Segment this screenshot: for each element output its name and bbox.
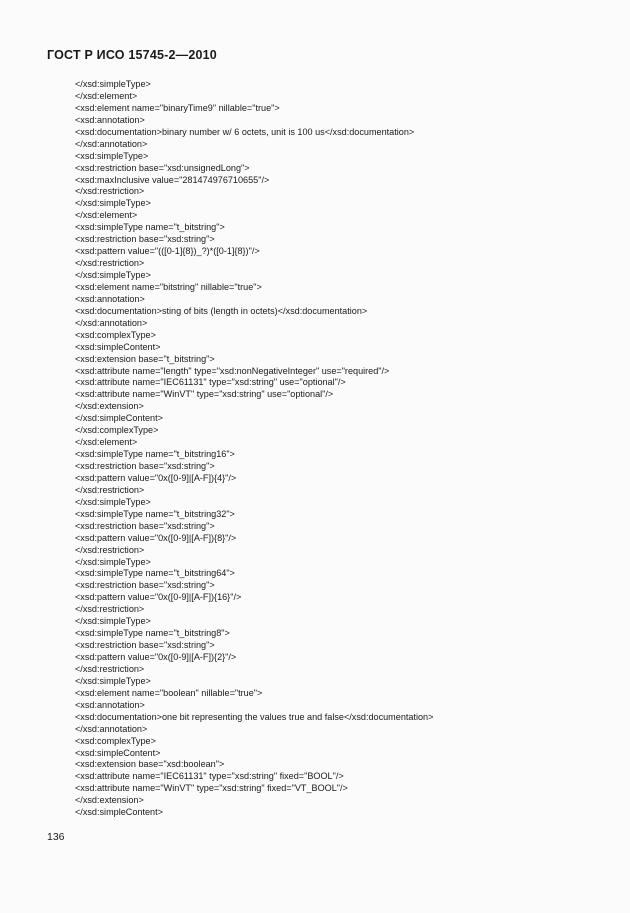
- code-line: </xsd:extension>: [75, 795, 144, 806]
- code-line: <xsd:simpleContent>: [75, 341, 161, 352]
- code-line: <xsd:attribute name="WinVT" type="xsd:string" fixed="VT_BOOL"/>: [75, 783, 348, 794]
- code-line: </xsd:simpleType>: [75, 270, 151, 280]
- code-line: <xsd:maxInclusive value="281474976710655"/>: [75, 174, 270, 185]
- code-line: <xsd:restriction base="xsd:string">: [75, 520, 215, 531]
- code-line: <xsd:simpleType>: [75, 150, 149, 161]
- code-line: <xsd:restriction base="xsd:string">: [75, 461, 215, 471]
- code-line: <xsd:complexType>: [75, 735, 156, 746]
- page-header: ГОСТ Р ИСО 15745-2—2010: [47, 48, 217, 62]
- page-number: 136: [47, 831, 65, 843]
- code-line: <xsd:restriction base="xsd:string">: [75, 234, 215, 245]
- code-line: <xsd:complexType>: [75, 329, 156, 340]
- code-line: <xsd:pattern value="0x([0-9]|[A-F]){8}"/>: [75, 532, 237, 543]
- code-line: </xsd:annotation>: [75, 723, 148, 734]
- code-line: <xsd:documentation>sting of bits (length in octets)</xsd:documentation>: [75, 305, 368, 316]
- code-line: <xsd:attribute name="IEC61131" type="xsd:string" use="optional"/>: [75, 377, 346, 388]
- code-line: </xsd:annotation>: [75, 138, 148, 149]
- code-line: </xsd:restriction>: [75, 544, 145, 555]
- code-line: <xsd:attribute name="IEC61131" type="xsd:string" fixed="BOOL"/>: [75, 771, 344, 782]
- code-line: <xsd:simpleType name="t_bitstring32">: [75, 508, 235, 519]
- code-line: </xsd:simpleType>: [75, 79, 151, 89]
- code-line: </xsd:element>: [75, 210, 138, 221]
- code-line: </xsd:element>: [75, 437, 138, 448]
- code-line: </xsd:complexType>: [75, 425, 159, 436]
- code-line: <xsd:simpleContent>: [75, 747, 161, 758]
- code-line: </xsd:restriction>: [75, 663, 145, 674]
- code-line: <xsd:annotation>: [75, 114, 145, 125]
- code-line: </xsd:simpleType>: [75, 496, 151, 507]
- code-line: </xsd:annotation>: [75, 317, 148, 328]
- code-line: </xsd:restriction>: [75, 484, 145, 495]
- code-line: </xsd:element>: [75, 90, 138, 101]
- code-line: </xsd:simpleContent>: [75, 807, 163, 818]
- code-line: <xsd:restriction base="xsd:string">: [75, 580, 215, 591]
- code-line: <xsd:simpleType name="t_bitstring">: [75, 222, 225, 233]
- code-line: </xsd:restriction>: [75, 258, 145, 269]
- code-line: <xsd:pattern value="0x([0-9]|[A-F]){16}"/>: [75, 592, 242, 603]
- code-line: <xsd:documentation>binary number w/ 6 octets, unit is 100 us</xsd:documentation>: [75, 126, 415, 137]
- code-line: <xsd:pattern value="(([0-1]{8})_?)*([0-1]{8})"/>: [75, 246, 260, 257]
- code-line: </xsd:simpleContent>: [75, 413, 163, 424]
- code-line: <xsd:element name="bitstring" nillable="true">: [75, 281, 262, 292]
- code-line: <xsd:attribute name="WinVT" type="xsd:string" use="optional"/>: [75, 389, 334, 400]
- code-line: </xsd:extension>: [75, 401, 144, 412]
- code-line: <xsd:simpleType name="t_bitstring16">: [75, 449, 235, 460]
- code-line: <xsd:element name="binaryTime9" nillable="true">: [75, 102, 280, 113]
- code-line: <xsd:restriction base="xsd:string">: [75, 640, 215, 651]
- code-line: <xsd:annotation>: [75, 699, 145, 710]
- code-line: <xsd:element name="boolean" nillable="true">: [75, 687, 263, 698]
- code-line: <xsd:extension base="t_bitstring">: [75, 353, 215, 364]
- code-line: </xsd:simpleType>: [75, 556, 151, 567]
- code-line: <xsd:annotation>: [75, 293, 145, 304]
- code-line: <xsd:extension base="xsd:boolean">: [75, 759, 225, 770]
- code-line: </xsd:simpleType>: [75, 616, 151, 627]
- code-line: <xsd:documentation>one bit representing the values true and false</xsd:documentation>: [75, 711, 434, 722]
- code-line: </xsd:simpleType>: [75, 675, 151, 686]
- code-line: </xsd:restriction>: [75, 604, 145, 615]
- xml-code-listing: [75, 79, 433, 819]
- code-line: </xsd:restriction>: [75, 186, 145, 197]
- code-line: <xsd:pattern value="0x([0-9]|[A-F]){2}"/>: [75, 652, 237, 662]
- code-line: </xsd:simpleType>: [75, 198, 151, 209]
- code-line: <xsd:pattern value="0x([0-9]|[A-F]){4}"/>: [75, 472, 237, 483]
- code-line: <xsd:restriction base="xsd:unsignedLong">: [75, 162, 250, 173]
- code-line: <xsd:simpleType name="t_bitstring8">: [75, 628, 230, 639]
- code-line: <xsd:attribute name="length" type="xsd:nonNegativeInteger" use="required"/>: [75, 365, 390, 376]
- code-line: <xsd:simpleType name="t_bitstring64">: [75, 568, 235, 579]
